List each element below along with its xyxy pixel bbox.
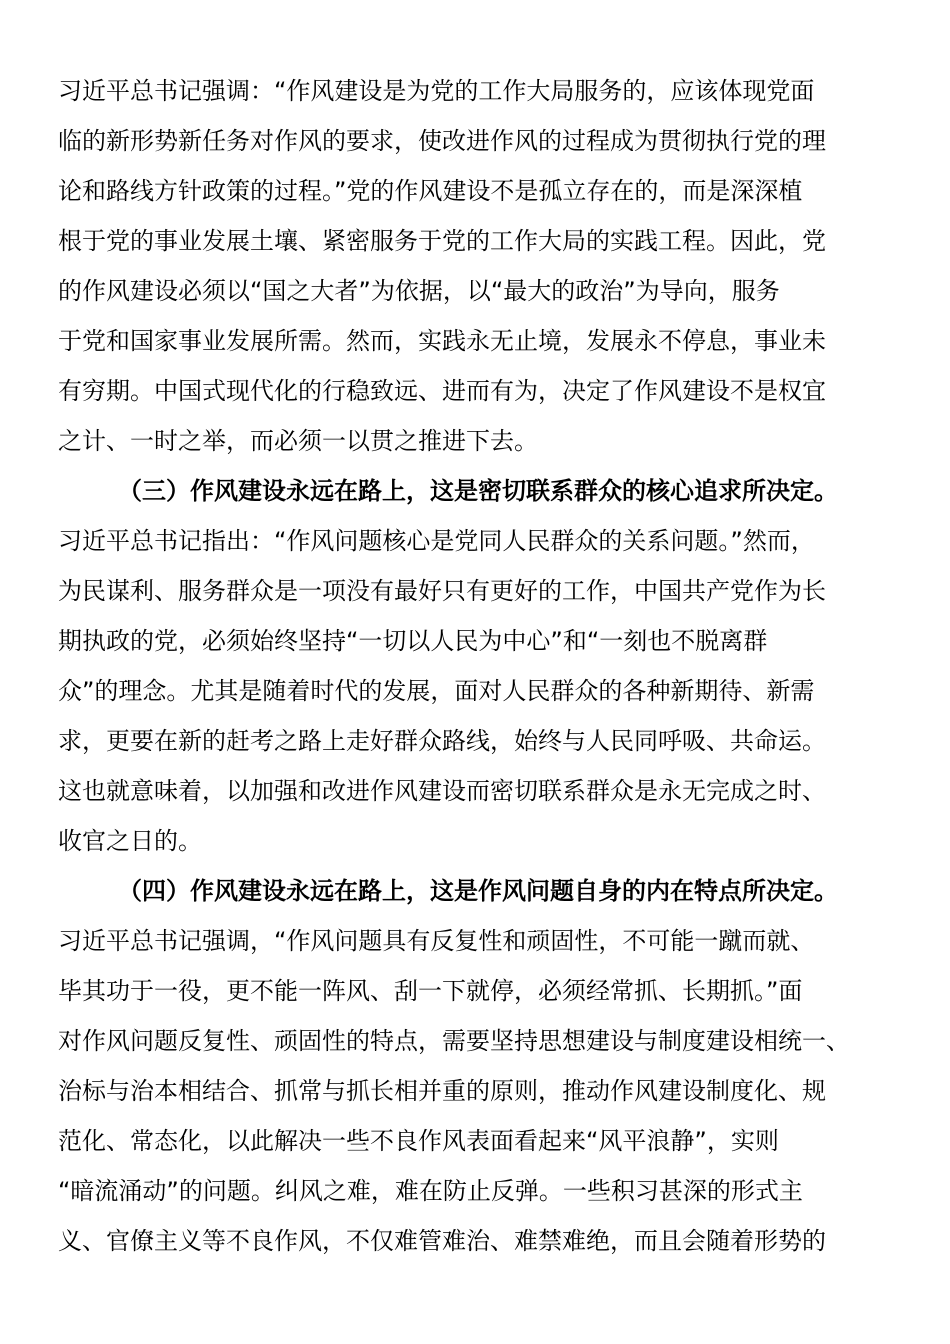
text-line: 习近平总书记强调：“作风建设是为党的工作大局服务的，应该体现党面 bbox=[58, 77, 815, 105]
text-line: 求，更要在新的赶考之路上走好群众路线，始终与人民同呼吸、共命运。 bbox=[58, 727, 826, 755]
text-line: 习近平总书记强调，“作风问题具有反复性和顽固性，不可能一蹴而就、 bbox=[58, 927, 815, 955]
text-line: 为民谋利、服务群众是一项没有最好只有更好的工作，中国共产党作为长 bbox=[58, 577, 826, 605]
text-line: 的作风建设必须以“国之大者”为依据，以“最大的政治”为导向，服务 bbox=[58, 277, 780, 305]
text-line: 有穷期。中国式现代化的行稳致远、进而有为，决定了作风建设不是权宜 bbox=[58, 377, 826, 405]
text-line: 收官之日的。 bbox=[58, 827, 202, 855]
text-line: 义、官僚主义等不良作风，不仅难管难治、难禁难绝，而且会随着形势的 bbox=[58, 1227, 826, 1255]
text-line: 范化、常态化，以此解决一些不良作风表面看起来“风平浪静”，实则 bbox=[58, 1127, 779, 1155]
text-line: 毕其功于一役，更不能一阵风、刮一下就停，必须经常抓、长期抓。”面 bbox=[58, 977, 803, 1005]
document-page bbox=[58, 66, 898, 1266]
text-line: 期执政的党，必须始终坚持“一切以人民为中心”和“一刻也不脱离群 bbox=[58, 627, 768, 655]
text-line: 根于党的事业发展土壤、紧密服务于党的工作大局的实践工程。因此，党 bbox=[58, 227, 826, 255]
text-line: 于党和国家事业发展所需。然而，实践永无止境，发展永不停息，事业未 bbox=[58, 327, 826, 355]
text-line: 治标与治本相结合、抓常与抓长相并重的原则，推动作风建设制度化、规 bbox=[58, 1077, 826, 1105]
text-line: “暗流涌动”的问题。纠风之难，难在防止反弹。一些积习甚深的形式主 bbox=[58, 1177, 803, 1205]
text-line: 众”的理念。尤其是随着时代的发展，面对人民群众的各种新期待、新需 bbox=[58, 677, 815, 705]
section-heading-3: （三）作风建设永远在路上，这是密切联系群众的核心追求所决定。 bbox=[118, 477, 838, 505]
text-line: 习近平总书记指出：“作风问题核心是党同人民群众的关系问题。”然而， bbox=[58, 527, 815, 555]
text-line: 这也就意味着，以加强和改进作风建设而密切联系群众是永无完成之时、 bbox=[58, 777, 826, 805]
text-line: 临的新形势新任务对作风的要求，使改进作风的过程成为贯彻执行党的理 bbox=[58, 127, 826, 155]
text-line: 之计、一时之举，而必须一以贯之推进下去。 bbox=[58, 427, 538, 455]
text-line: 论和路线方针政策的过程。”党的作风建设不是孤立存在的，而是深深植 bbox=[58, 177, 803, 205]
text-line: 对作风问题反复性、顽固性的特点，需要坚持思想建设与制度建设相统一、 bbox=[58, 1027, 850, 1055]
section-heading-4: （四）作风建设永远在路上，这是作风问题自身的内在特点所决定。 bbox=[118, 877, 838, 905]
